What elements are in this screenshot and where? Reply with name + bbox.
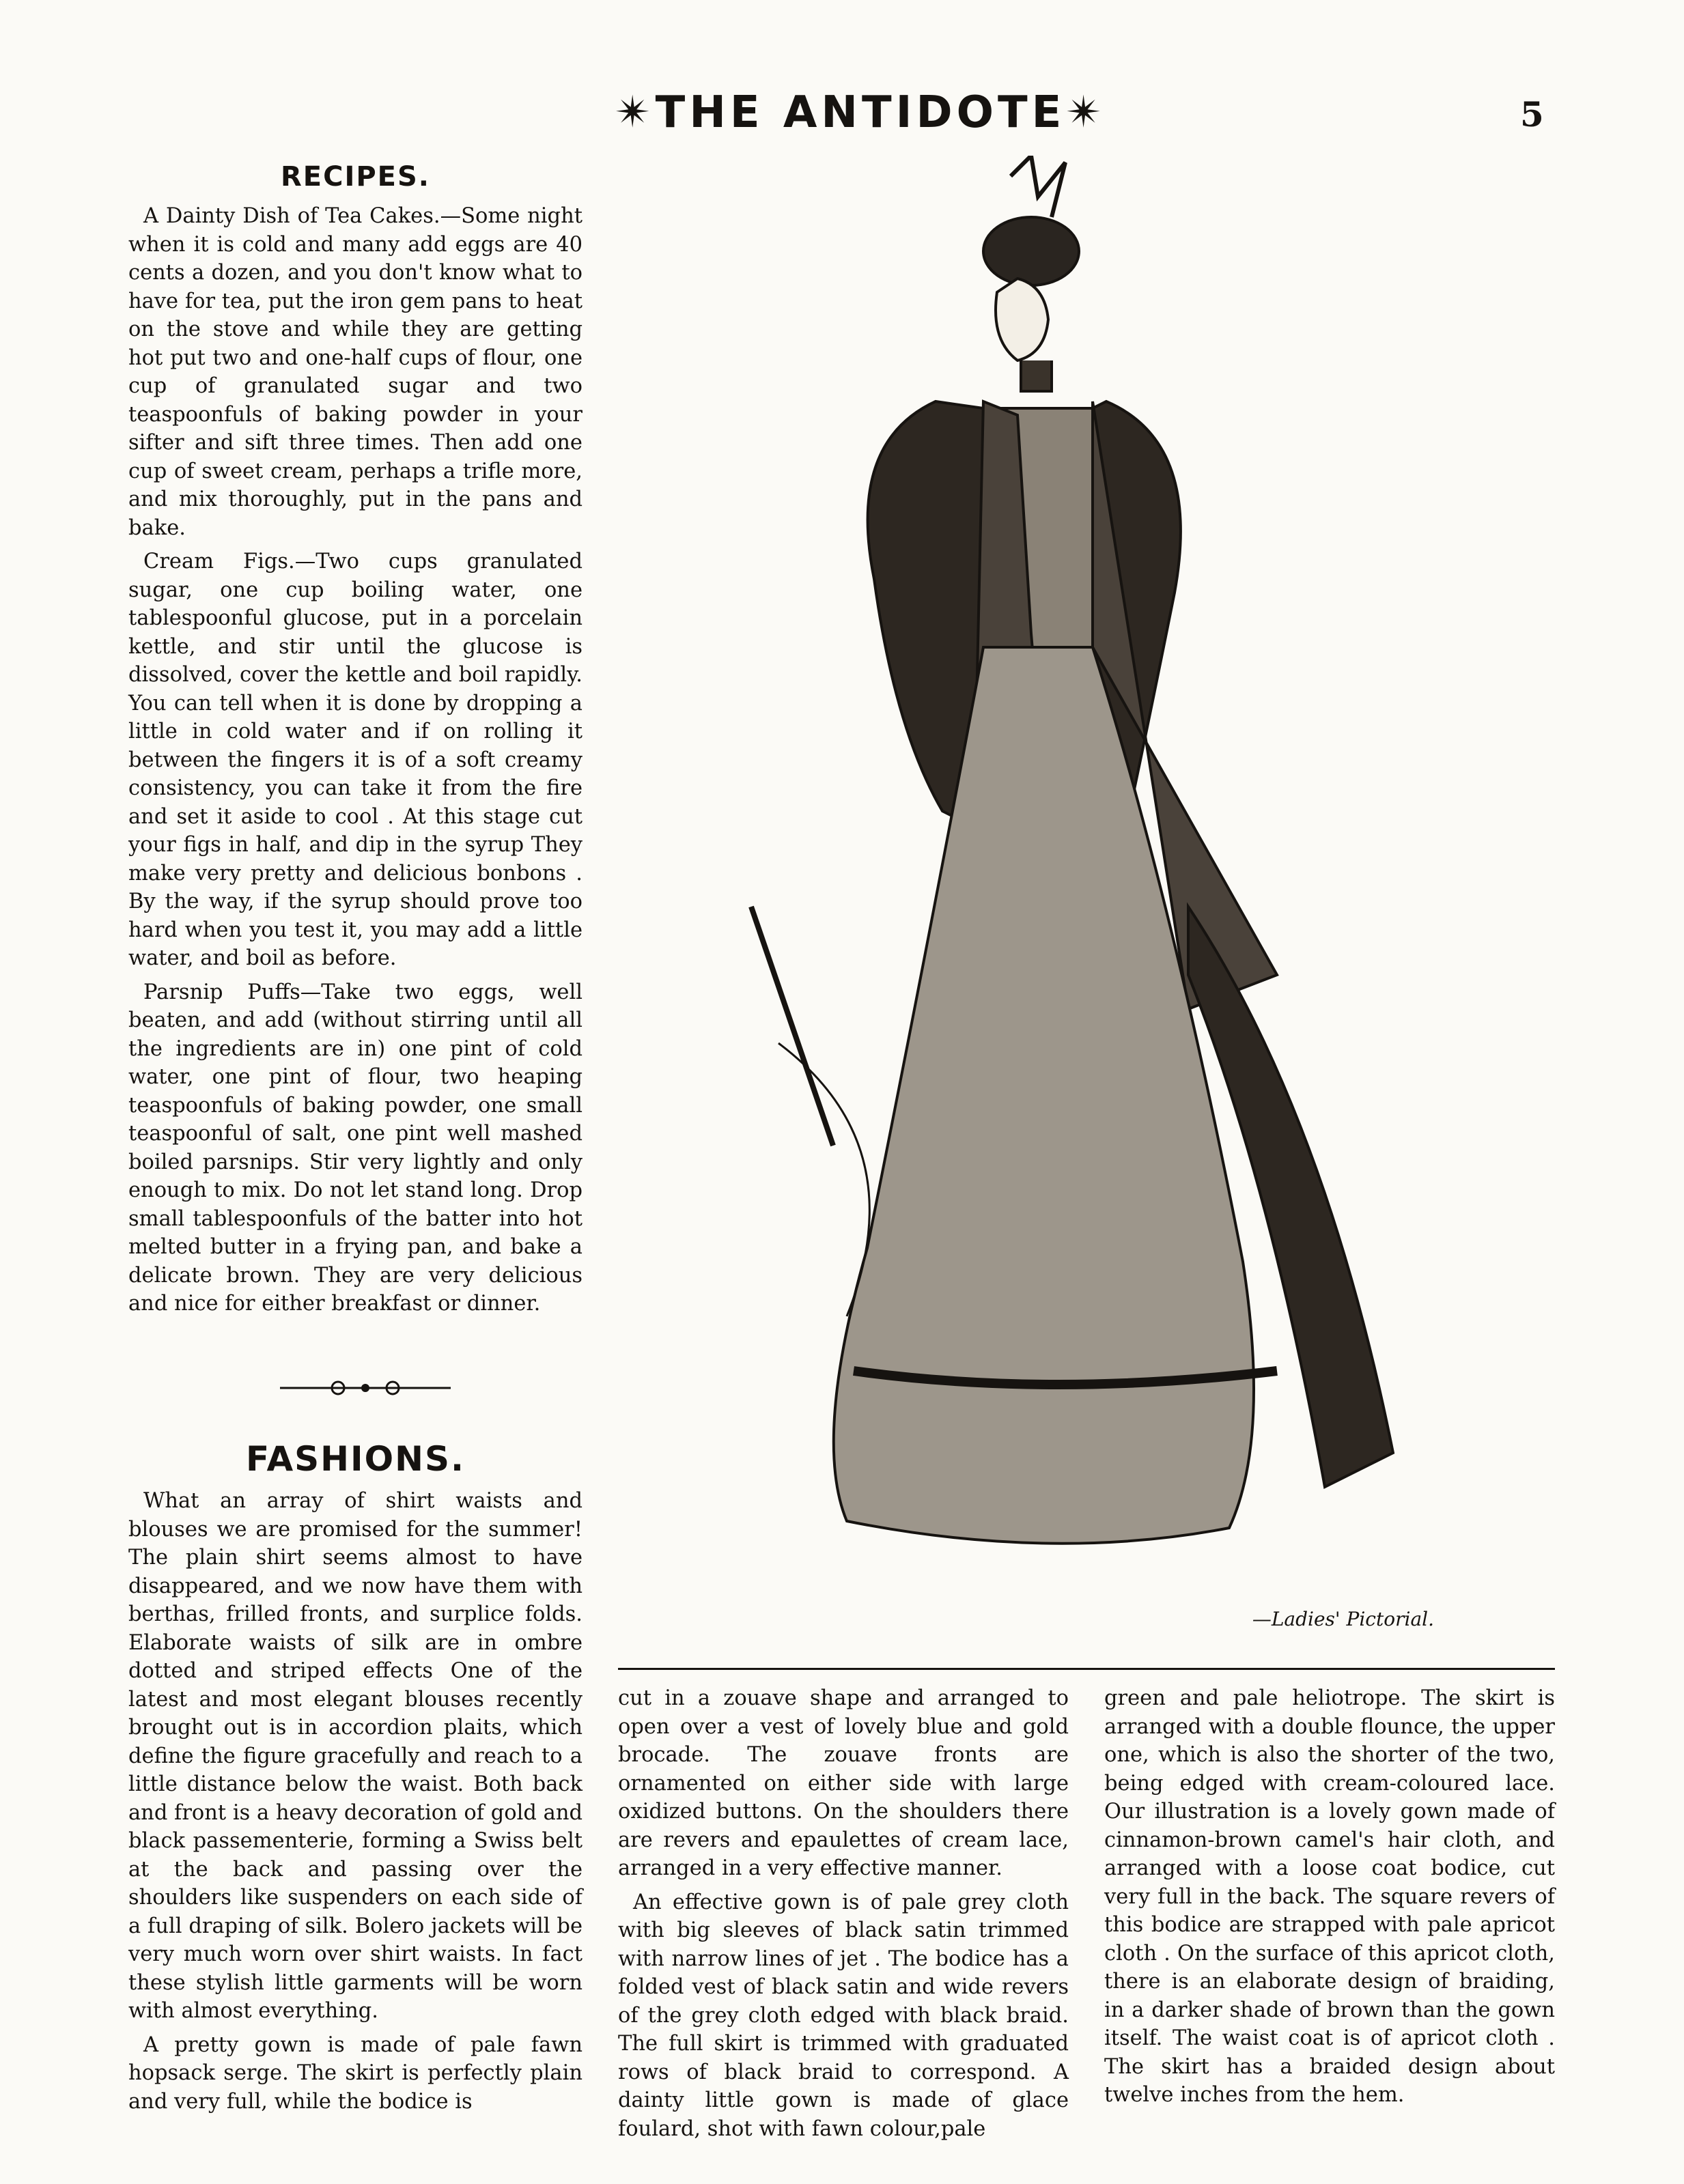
fashions-section [128,1439,583,2121]
fashions-paragraph: green and pale heliotrope. The skirt is arranged with a double flounce, the upper one, which is also the shorter of the two, being edged with cream-coloured lace. Our illustration is a lovely gown made of cinnamon-brown camel's hair cloth, and arranged with a loose coat bodice, cut very full in the back. The square revers of this bodice are strapped with pale apricot cloth . On the surface of this apricot cloth, there is an elaborate design of braiding, in a darker shade of brown than the gown itself. The waist coat is of apricot cloth . The skirt has a braided design about twelve inches from the hem. [1104,1686,1555,2107]
recipe-parsnip-puffs: Parsnip Puffs—Take two eggs, well beaten, and add (without stirring until all the ingredients are in) one pint of cold water, one pint of flour, two heaping teaspoonfuls of baking powder, one small teaspoonful of salt, one pint well mashed boiled parsnips. Stir very lightly and only enough to mix. Do not let stand long. Drop small tablespoonfuls of the batter into hot melted butter in a frying pan, and bake a delicate brown. They are very delicious and nice for either breakfast or dinner. [128,980,583,1316]
recipes-section [128,161,583,1324]
fashions-paragraph: A pretty gown is made of pale fawn hopsack serge. The skirt is perfectly plain and very full, while the bodice is [128,2032,583,2114]
divider-ornament-icon [273,1378,458,1398]
page-number: 5 [1520,94,1544,134]
recipes-heading: RECIPES. [280,161,430,193]
masthead-title: ✴THE ANTIDOTE✴ [615,87,1106,138]
fashions-paragraph: An effective gown is of pale grey cloth with big sleeves of black satin trimmed with narrow lines of jet . The bodice has a folded vest of black satin and wide revers of the grey cloth edged with black braid. The full skirt is trimmed with graduated rows of black braid to correspond. A dainty little gown is made of glace foulard, shot with fawn colour,pale [618,1890,1069,2141]
fashions-paragraph: cut in a zouave shape and arranged to open over a vest of lovely blue and gold brocade. The zouave fronts are ornamented on either side with large oxidized buttons. On the shoulders there are revers and epaulettes of cream lace, arranged in a very effective manner. [618,1686,1069,1880]
fashions-heading: FASHIONS. [246,1439,465,1479]
fashions-column-2 [618,1684,1069,2148]
divider-rule [618,1668,1555,1670]
recipe-tea-cakes: A Dainty Dish of Tea Cakes.—Some night when it is cold and many add eggs are 40 cents a dozen, and you don't know what to have for tea, put the iron gem pans to heat on the stove and while they are getting hot put two and one-half cups of flour, one cup of granulated sugar and two teaspoonfuls of baking powder in your sifter and sift three times. Then add one cup of sweet cream, perhaps a trifle more, and mix thoroughly, put in the pans and bake. [128,204,583,540]
recipe-cream-figs: Cream Figs.—Two cups granulated sugar, one cup boiling water, one tablespoonful glucose, put in a porcelain kettle, and stir until the glucose is dissolved, cover the kettle and boil rapidly. You can tell when it is done by dropping a little in cold water and if on rolling it between the fingers it is of a soft creamy consistency, you can take it from the fire and set it aside to cool . At this stage cut your figs in half, and dip in the syrup They make very pretty and delicious bonbons . By the way, if the syrup should prove too hard when you test it, you may add a little water, and boil as before. [128,550,583,970]
fashion-plate-woman-engraving [710,156,1434,1596]
fashions-paragraph: What an array of shirt waists and blouses we are promised for the summer! The plain shirt seems almost to have disappeared, and we now have them with berthas, frilled fronts, and surplice folds. Elaborate waists of silk are in ombre dotted and striped effects One of the latest and most elegant blouses recently brought out is in accordion plaits, which define the figure gracefully and reach to a little distance below the waist. Both back and front is a heavy decoration of gold and black passementerie, forming a Swiss belt at the back and passing over the shoulders like suspenders on each side of a full draping of silk. Bolero jackets will be very much worn over shirt waists. In fact these stylish little garments will be worn with almost everything. [128,1489,583,2023]
fashions-column-3 [1104,1684,1555,2115]
illustration-caption: —Ladies' Pictorial. [1252,1608,1434,1630]
